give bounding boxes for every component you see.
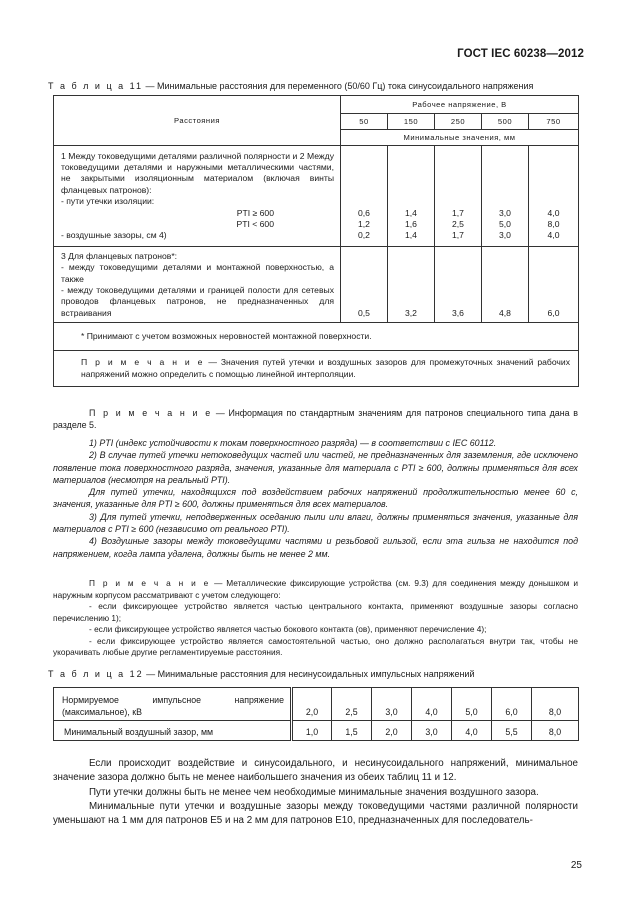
closing-paragraph: Если происходит воздействие и синусоидального, и несинусоидального напряжений, минимальное значение зазора должно быть не менее наибольшего значения из обеих таблиц 11 и 12. [53,758,578,784]
table11-footnote: * Принимают с учетом возможных неровностей монтажной поверхности. [54,323,579,351]
table12-row2-label: Минимальный воздушный зазор, мм [54,721,292,741]
row1-air-label: - воздушные зазоры, см 4) [61,230,167,241]
table-11 [53,95,579,387]
note2-text: — Металлические фиксирующие устройства (см. 9.3) для соединения между донышком и наружным корпусом рассматривают с учетом следующего: [53,578,578,600]
table11-cell: 0,5 [341,246,388,322]
table11-cell: 3,2 [388,246,435,322]
row1-leakage-label: - пути утечки изоляции: [61,196,155,207]
voltage-header: 750 [529,114,579,130]
col-header-distances: Расстояния [54,96,341,146]
table11-cell: 6,0 [529,246,579,322]
row3-line2: - между токоведущими деталями и границей полости для сетевых проводов фланцевых патронов, не предназначенных для встраивания [61,284,334,318]
table11-row3-text [54,246,341,322]
table12-cell: 5,5 [492,721,532,741]
table12-cell: 2,0 [292,688,332,721]
table11-cell: 1,4 1,6 1,4 [388,151,435,247]
note2-line: - если фиксирующее устройство является частью центрального контакта, применяют воздушные зазоры согласно перечислению 1); [53,601,578,623]
row1-description: 1 Между токоведущими деталями различной полярности и 2 Между токоведущими деталями и наружными металлическими частями, не закрытыми изоляционным материалом (включая винты фланцевых патронов): [61,150,334,195]
voltage-header: 250 [435,114,482,130]
note-fixing-devices [53,578,578,659]
table12-cell: 2,5 [332,688,372,721]
table12-cell: 4,0 [412,688,452,721]
table11-caption-label: Т а б л и ц а 11 [48,81,143,91]
min-values-label: Минимальные значения, мм [341,130,579,146]
table12-cell: 6,0 [492,688,532,721]
table11-note-text: — Значения путей утечки и воздушных зазоров для промежуточных значений рабочих напряжений можно определить с помощью линейной интерполяции. [81,357,571,379]
table11-cell: 3,6 [435,246,482,322]
note2-line: - если фиксирующее устройство является самостоятельной частью, оно должно располагаться внутри так, чтобы не укорачивать любые другие регламентируемые расстояния. [53,635,578,657]
row1-pti-lt: PTI < 600 [236,218,274,229]
table11-row1-text [54,151,341,247]
note-special-types [53,407,578,432]
table12-cell: 3,0 [412,721,452,741]
page-number: 25 [570,860,582,871]
footnote-item: 1) PTI (индекс устойчивости к токам поверхностного разряда) — в соответствии с IEC 60112. [89,438,497,448]
note1-text: — Информация по стандартным значениям для патронов специального типа дана в разделе 5. [53,408,579,431]
table11-caption [48,81,533,91]
closing-paragraph: Пути утечки должны быть не менее чем необходимые минимальные значения воздушного зазора. [89,786,539,798]
table12-cell: 8,0 [532,721,579,741]
row1-pti-ge: PTI ≥ 600 [236,207,274,218]
note2-label: П р и м е ч а н и е [89,578,211,588]
note2-line: - если фиксирующее устройство является частью бокового контакта (ов), применяют перечисление 4); [89,624,487,634]
voltage-header: 150 [388,114,435,130]
col-header-working-voltage: Рабочее напряжение, В [341,96,579,114]
row3-line1: - между токоведущими деталями и монтажной поверхностью, а также [61,262,334,284]
table11-caption-text: — Минимальные расстояния для переменного (50/60 Гц) тока синусоидального напряжения [142,81,534,91]
table12-caption [48,669,474,679]
table12-cell: 1,0 [292,721,332,741]
closing-paragraph: Минимальные пути утечки и воздушные зазоры между токоведущими частями различной полярности уменьшают на 1 мм для патронов E5 и на 2 мм для патронов E10, предназначенных для последователь- [53,800,578,827]
table12-cell: 4,0 [452,721,492,741]
table12-row1-label: Нормируемое импульсное напряжение (максимальное), кВ [54,688,292,721]
table11-note-label: П р и м е ч а н и е [81,357,205,368]
table12-cell: 3,0 [372,688,412,721]
table-12 [53,687,579,741]
row3-title: 3 Для фланцевых патронов*: [61,250,178,261]
table12-cell: 1,5 [332,721,372,741]
document-header: ГОСТ IEC 60238—2012 [457,48,584,60]
table12-cell: 2,0 [372,721,412,741]
table11-cell: 4,0 8,0 4,0 [529,151,579,247]
table11-cell: 4,8 [482,246,529,322]
note1-label: П р и м е ч а н и е [89,408,213,418]
table12-cell: 8,0 [532,688,579,721]
table11-cell: 0,6 1,2 0,2 [341,151,388,247]
table11-note [54,351,579,387]
table12-caption-label: Т а б л и ц а 12 [48,669,144,679]
table11-cell: 1,7 2,5 1,7 [435,151,482,247]
voltage-header: 500 [482,114,529,130]
note2-intro [53,578,578,601]
closing-text [53,757,578,828]
voltage-header: 50 [341,114,388,130]
table12-cell: 5,0 [452,688,492,721]
table11-cell: 3,0 5,0 3,0 [482,151,529,247]
footnote-item: 3) Для путей утечки, неподверженных оседанию пыли или влаги, должны применяться значения, указанные для материалов с PTI ≥ 600 (независимо от реального PTI). [53,511,578,535]
footnotes-block [53,437,578,560]
footnote-item: 4) Воздушные зазоры между токоведущими частями и резьбовой гильзой, если эта гильза не находится под напряжением, когда лампа удалена, должны быть не менее 2 мм. [53,536,578,559]
footnote-item: 2) В случае путей утечки нетоковедущих частей или частей, не предназначенных для заземления, где исключено появление тока поверхностного разряда, значения, указанные для материала с PTI ≥ 600, должны применяться для всех материалов (несмотря на реальный PTI). [53,450,578,485]
table12-caption-text: — Минимальные расстояния для несинусоидальных импульсных напряжений [143,669,475,679]
footnote-item: Для путей утечки, находящихся под воздействием рабочих напряжений продолжительностью менее 60 с, значения, указанные для PTI ≥ 600, должны применяться для всех материалов. [53,487,578,510]
